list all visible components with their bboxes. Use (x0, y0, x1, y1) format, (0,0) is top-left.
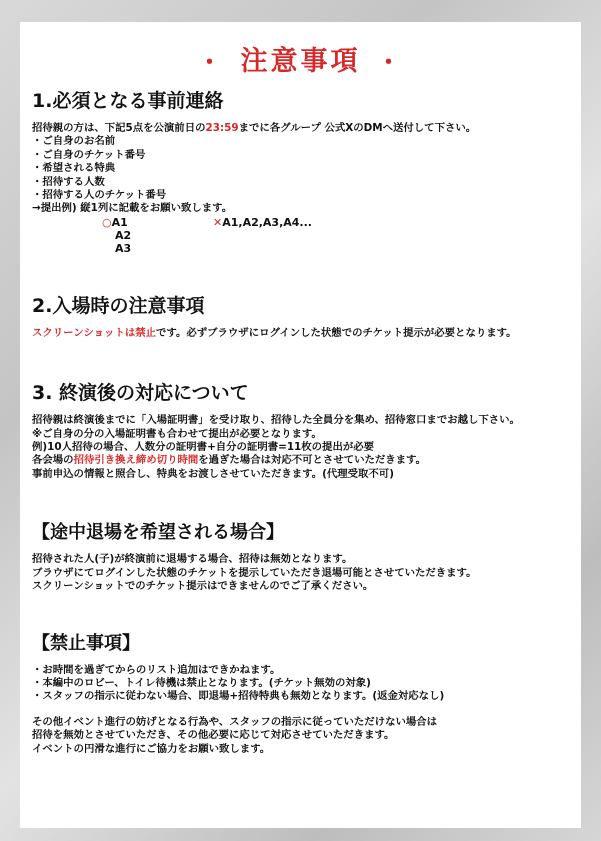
deadline-time: 23:59 (205, 122, 239, 134)
example-note: →提出例) 縦1列に記載をお願い致します。 (32, 202, 233, 215)
screenshot-prohibited: スクリーンショットは禁止 (32, 326, 157, 339)
prohibited-item: ・スタッフの指示に従わない場合、即退場+招待特典も無効となります。(返金対応なし) (32, 690, 445, 703)
required-item: ・希望される特典 (32, 162, 116, 175)
closing-line: イベントの円滑な進行にご協力をお願い致します。 (32, 742, 271, 755)
notice-sheet (20, 22, 581, 828)
good-example (102, 216, 128, 229)
section1-intro (32, 122, 569, 135)
title-text: 注意事項 (240, 46, 361, 77)
bad-example (213, 216, 312, 229)
section3-heading: 3. 終演後の対応について (32, 382, 249, 405)
intro-text-after: までに各グループ 公式XのDMへ送付して下さい。 (238, 122, 477, 134)
section4-line: 招待された人(子)が終演前に退場する場合、招待は無効となります。 (32, 553, 353, 566)
required-item: ・ご自身のチケット番号 (32, 148, 146, 161)
section2-text (32, 327, 569, 340)
section2-text-after: です。必ずブラウザにログインした状態でのチケット提示が必要となります。 (156, 326, 517, 339)
cross-mark-icon: ✕ (213, 215, 223, 229)
example-row-2 (32, 229, 569, 242)
section4-line: ブラウザにてログインした状態のチケットを提示していただき退場可能とさせていただきます。 (32, 566, 477, 579)
bad-example-text: A1,A2,A3,A4... (222, 215, 312, 229)
closing-line: その他イベント進行の妨げとなる行為や、スタッフの指示に従っていただけない場合は (32, 715, 438, 728)
good-example-line: A3 (115, 241, 132, 255)
section3-line: 例)10人招待の場合、人数分の証明書+自分の証明書=11枚の提出が必要 (32, 441, 375, 454)
section1-heading: 1.必須となる事前連絡 (32, 90, 224, 112)
closing-line: 招待を無効とさせていただき、その他必要に応じて対応させていただきます。 (32, 729, 395, 742)
good-example-line: A2 (115, 228, 132, 242)
exchange-deadline: 招待引き換え締め切り時間 (73, 454, 199, 467)
section-after-show (32, 380, 569, 481)
section3-line: 事前申込の情報と照合し、特典をお渡しさせていただきます。(代理受取不可) (32, 467, 394, 480)
required-item: ・ご自身のお名前 (32, 135, 116, 148)
title-left-dot: ・ (197, 48, 225, 76)
line4-after: を過ぎた場合は対応不可とさせていただきます。 (198, 454, 427, 467)
required-item: ・招待する人のチケット番号 (32, 189, 167, 202)
section5-heading: 【禁止事項】 (32, 632, 140, 654)
example-row-1 (32, 216, 569, 229)
section3-line: ※ご自身の分の入場証明書も合わせて提出が必要となります。 (32, 427, 322, 440)
section4-heading: 【途中退場を希望される場合】 (32, 522, 284, 544)
section-prohibited (32, 632, 569, 756)
example-row-3 (32, 242, 569, 255)
section-advance-contact (32, 88, 569, 255)
intro-text-before: 招待親の方は、下記5点を公演前日の (32, 122, 206, 134)
circle-mark-icon: ○ (102, 215, 112, 229)
document-title (32, 44, 569, 80)
section3-line: 招待親は終演後までに「入場証明書」を受け取り、招待した全員分を集め、招待窓口までお越し下さい。 (32, 414, 520, 427)
line4-before: 各会場の (32, 454, 74, 467)
section3-line (32, 454, 569, 467)
title-right-dot: ・ (376, 48, 404, 76)
section-entry-notes (32, 293, 569, 340)
prohibited-item: ・お時間を過ぎてからのリスト追加はできかねます。 (32, 663, 281, 676)
section-early-exit (32, 521, 569, 593)
required-item: ・招待する人数 (32, 175, 105, 188)
section4-line: スクリーンショットでのチケット提示はできませんのでご了承ください。 (32, 580, 374, 593)
prohibited-item: ・本編中のロビー、トイレ待機は禁止となります。(チケット無効の対象) (32, 676, 371, 689)
good-example-first: A1 (111, 215, 128, 229)
section2-heading: 2.入場時の注意事項 (32, 294, 205, 317)
